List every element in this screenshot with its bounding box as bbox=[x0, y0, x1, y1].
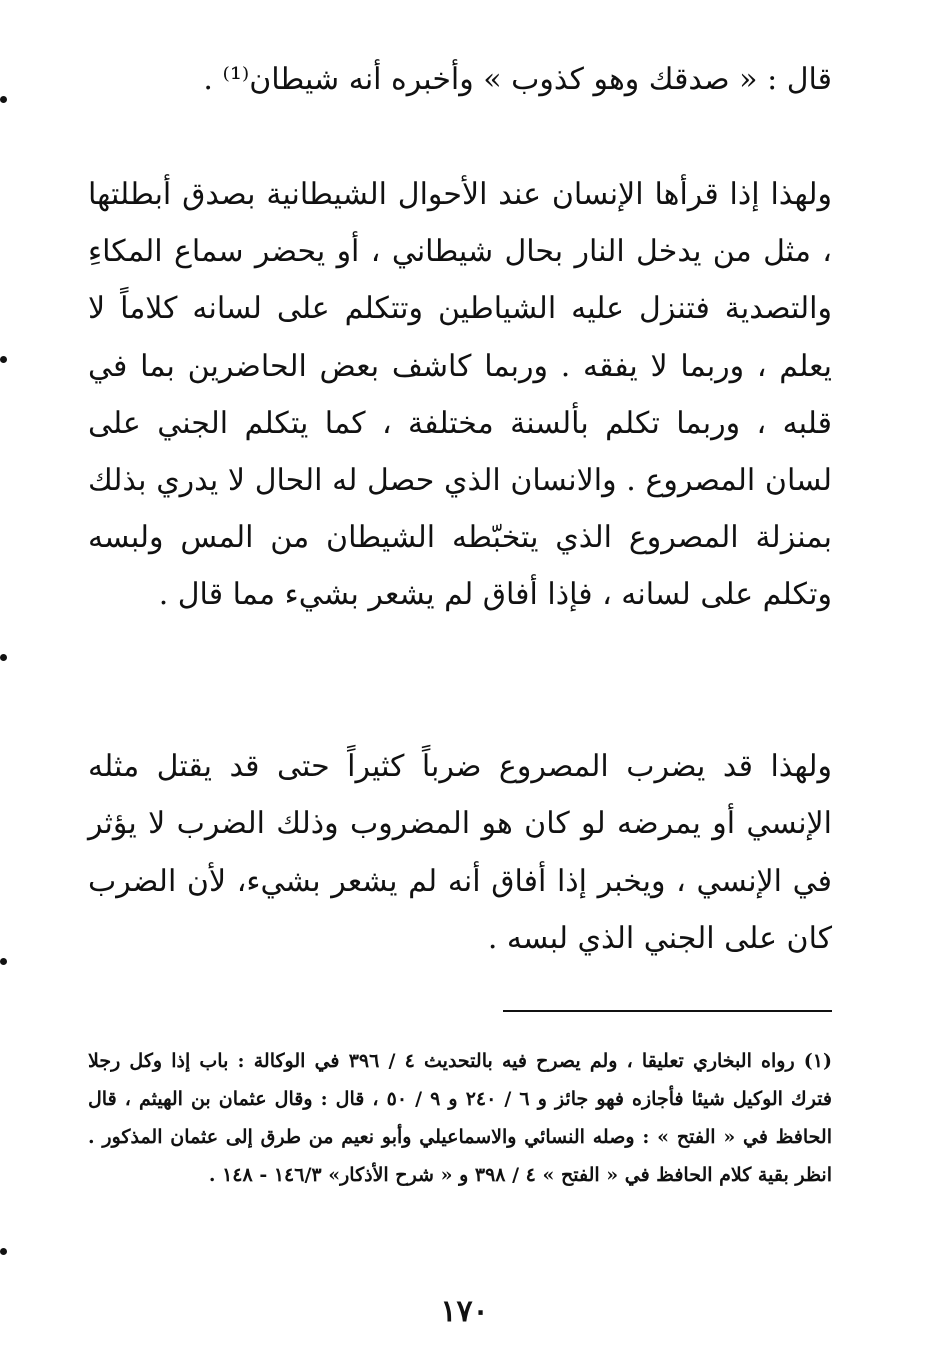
margin-mark bbox=[0, 958, 7, 965]
paragraph-2-text: ولهذا قد يضرب المصروع ضرباً كثيراً حتى قد يقتل مثله الإنسي أو يمرضه لو كان هو المضروب وذلك الضرب لا يؤثر في الإنسي ، ويخبر إذا أفاق أنه لم يشعر بشيء، لأن الضرب كان على الجني الذي لبسه . bbox=[88, 749, 832, 957]
footnote-separator bbox=[503, 1010, 832, 1012]
margin-mark bbox=[0, 96, 7, 103]
paragraph-1-text: ولهذا إذا قرأها الإنسان عند الأحوال الشيطانية بصدق أبطلتها ، مثل من يدخل النار بحال شيطاني ، أو يحضر سماع المكاءِ والتصدية فتنزل عليه الشياطين وتتكلم على لسانه كلاماً لا يعلم ، وربما لا يفقه . وربما كاشف بعض الحاضرين بما في قلبه ، وربما تكلم بألسنة مختلفة ، كما يتكلم الجني على لسان المصروع . والانسان الذي حصل له الحال لا يدري بذلك بمنزلة المصروع الذي يتخبّطه الشيطان من المس ولبسه وتكلم على لسانه ، فإذا أفاق لم يشعر بشيء مما قال . bbox=[88, 177, 832, 613]
paragraph-1 bbox=[88, 166, 832, 624]
footnote bbox=[88, 1042, 832, 1194]
margin-mark bbox=[0, 654, 7, 661]
footnote-text: (١) رواه البخاري تعليقا ، ولم يصرح فيه بالتحديث ٤ / ٣٩٦ في الوكالة : باب إذا وكل رجلا فترك الوكيل شيئا فأجازه فهو جائز و ٦ / ٢٤٠ و ٩ / ٥٠ ، قال : وقال عثمان بن الهيثم ، قال الحافظ في « الفتح » : وصله النسائي والاسماعيلي وأبو نعيم من طرق إلى عثمان المذكور . انظر بقية كلام الحافظ في « الفتح » ٤ / ٣٩٨ و « شرح الأذكار» ١٤٦/٣ - ١٤٨ . bbox=[88, 1050, 832, 1186]
top-line bbox=[88, 52, 832, 108]
margin-mark bbox=[0, 1248, 7, 1255]
margin-mark bbox=[0, 356, 7, 363]
paragraph-2 bbox=[88, 738, 832, 968]
page-number: ١٧٠ bbox=[440, 1294, 489, 1329]
top-line-text: قال : « صدقك وهو كذوب » وأخبره أنه شيطان⁽¹⁾ . bbox=[203, 62, 832, 97]
